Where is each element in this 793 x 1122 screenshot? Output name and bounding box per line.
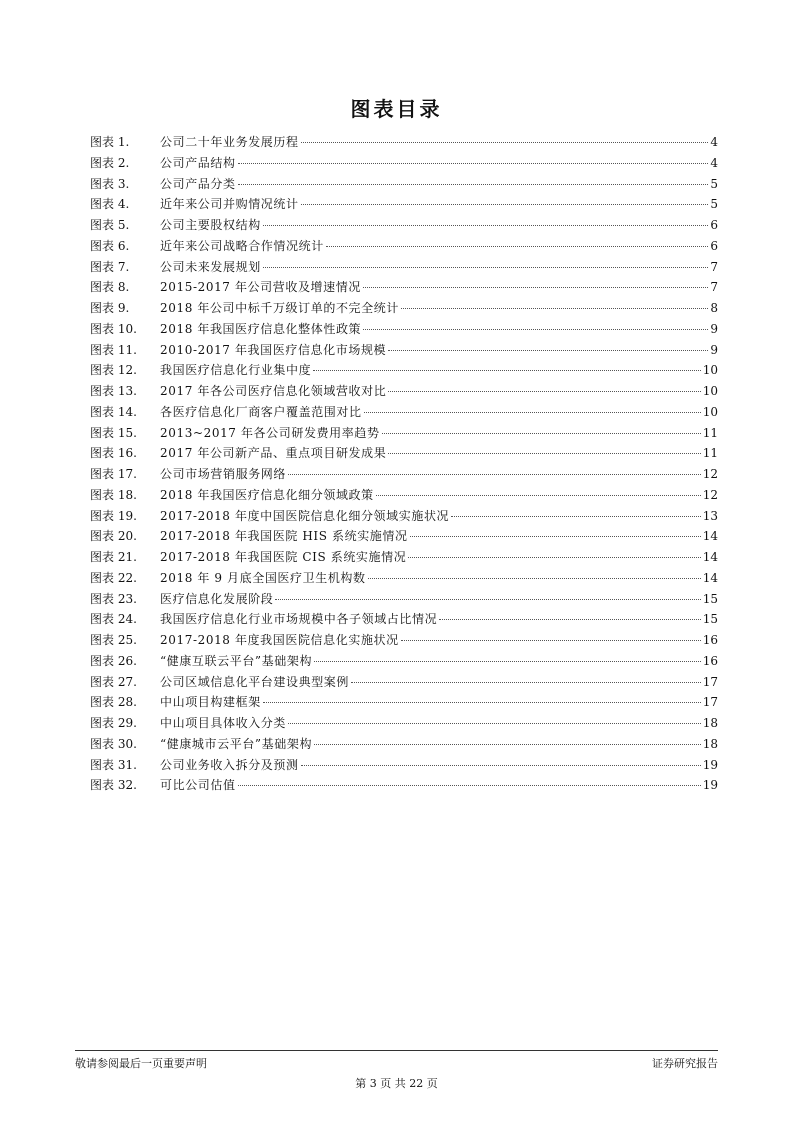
toc-entry[interactable] bbox=[90, 277, 718, 298]
toc-entry-title: 2018 年公司中标千万级订单的不完全统计 bbox=[160, 301, 399, 315]
toc-dot-leader bbox=[376, 495, 701, 496]
toc-entry-title: 公司区域信息化平台建设典型案例 bbox=[160, 674, 350, 689]
toc-dot-leader bbox=[238, 163, 709, 164]
toc-entry[interactable] bbox=[90, 174, 718, 195]
toc-entry-title: 2017 年各公司医疗信息化领域营收对比 bbox=[160, 384, 387, 398]
toc-entry-page: 9 bbox=[710, 321, 718, 336]
toc-dot-leader bbox=[301, 765, 701, 766]
toc-dot-leader bbox=[263, 267, 709, 268]
toc-dot-leader bbox=[451, 516, 701, 517]
toc-entry-title: 公司二十年业务发展历程 bbox=[160, 135, 299, 149]
toc-dot-leader bbox=[301, 142, 709, 143]
toc-entry-label: 图表 12. bbox=[90, 363, 137, 378]
toc-entry-page: 18 bbox=[702, 716, 718, 730]
toc-entry-label: 图表 21. bbox=[90, 550, 137, 564]
toc-entry-title: 2013~2017 年各公司研发费用率趋势 bbox=[160, 425, 380, 440]
toc-entry-title: 公司业务收入拆分及预测 bbox=[160, 757, 299, 772]
toc-entry-title: 公司主要股权结构 bbox=[160, 218, 261, 232]
toc-entry-label: 图表 20. bbox=[90, 529, 137, 544]
toc-entry-label: 图表 7. bbox=[90, 259, 130, 274]
footer-disclaimer-link[interactable]: 敬请参阅最后一页重要声明 bbox=[75, 1057, 207, 1070]
toc-entry[interactable] bbox=[90, 132, 718, 153]
toc-entry-page: 14 bbox=[702, 570, 718, 585]
toc-entry-page: 18 bbox=[702, 736, 718, 751]
toc-dot-leader bbox=[314, 744, 701, 745]
toc-entry[interactable] bbox=[90, 257, 718, 278]
toc-entry-label: 图表 28. bbox=[90, 695, 137, 710]
toc-entry-label: 图表 1. bbox=[90, 135, 130, 149]
toc-entry[interactable] bbox=[90, 485, 718, 506]
toc-entry-title: 中山项目构建框架 bbox=[160, 695, 261, 710]
toc-entry[interactable] bbox=[90, 298, 718, 319]
toc-entry[interactable] bbox=[90, 153, 718, 174]
toc-entry-label: 图表 6. bbox=[90, 238, 130, 253]
toc-dot-leader bbox=[313, 370, 701, 371]
toc-entry-page: 14 bbox=[702, 529, 718, 544]
toc-entry-page: 13 bbox=[702, 508, 718, 523]
toc-entry-page: 10 bbox=[702, 384, 718, 398]
toc-entry[interactable] bbox=[90, 319, 718, 340]
toc-dot-leader bbox=[388, 350, 708, 351]
toc-entry[interactable] bbox=[90, 381, 718, 402]
toc-entry-title: 2017-2018 年度我国医院信息化实施状况 bbox=[160, 633, 399, 647]
toc-entry[interactable] bbox=[90, 713, 718, 734]
toc-entry[interactable] bbox=[90, 194, 718, 215]
toc-entry-label: 图表 26. bbox=[90, 653, 137, 668]
toc-dot-leader bbox=[288, 723, 701, 724]
toc-dot-leader bbox=[364, 412, 701, 413]
toc-entry[interactable] bbox=[90, 775, 718, 796]
toc-dot-leader bbox=[410, 536, 701, 537]
toc-entry-label: 图表 24. bbox=[90, 612, 137, 627]
toc-entry-page: 17 bbox=[702, 695, 718, 710]
toc-entry[interactable] bbox=[90, 672, 718, 693]
toc-entry-label: 图表 22. bbox=[90, 570, 137, 585]
footer-page-number: 第 3 页 共 22 页 bbox=[355, 1077, 438, 1090]
footer-report-type: 证券研究报告 bbox=[652, 1057, 718, 1070]
toc-dot-leader bbox=[351, 682, 701, 683]
toc-entry[interactable] bbox=[90, 526, 718, 547]
toc-entry-label: 图表 27. bbox=[90, 674, 137, 689]
toc-dot-leader bbox=[301, 204, 709, 205]
toc-dot-leader bbox=[326, 246, 709, 247]
toc-entry-page: 10 bbox=[702, 404, 718, 419]
toc-entry-page: 4 bbox=[710, 155, 718, 170]
toc-dot-leader bbox=[288, 474, 701, 475]
toc-entry-page: 17 bbox=[702, 674, 718, 689]
toc-entry-page: 9 bbox=[710, 342, 718, 357]
toc-entry-label: 图表 30. bbox=[90, 736, 137, 751]
toc-entry-title: 近年来公司并购情况统计 bbox=[160, 197, 299, 212]
toc-entry[interactable] bbox=[90, 547, 718, 568]
toc-entry-title: 公司市场营销服务网络 bbox=[160, 467, 287, 481]
toc-entry[interactable] bbox=[90, 589, 718, 610]
page-title: 图表目录 bbox=[350, 97, 443, 121]
toc-entry-title: 2015-2017 年公司营收及增速情况 bbox=[160, 280, 361, 295]
toc-entry-title: 2018 年我国医疗信息化整体性政策 bbox=[160, 321, 362, 336]
toc-entry-label: 图表 5. bbox=[90, 218, 130, 232]
toc-entry-label: 图表 18. bbox=[90, 487, 137, 502]
toc-dot-leader bbox=[401, 308, 708, 309]
toc-entry[interactable] bbox=[90, 506, 718, 527]
toc-dot-leader bbox=[363, 287, 708, 288]
toc-entry-label: 图表 15. bbox=[90, 425, 137, 440]
toc-entry-label: 图表 16. bbox=[90, 446, 137, 461]
toc-entry-label: 图表 29. bbox=[90, 716, 137, 730]
toc-entry-page: 14 bbox=[702, 550, 718, 564]
toc-entry[interactable] bbox=[90, 215, 718, 236]
toc-dot-leader bbox=[263, 702, 701, 703]
toc-entry[interactable] bbox=[90, 568, 718, 589]
toc-entry-page: 5 bbox=[710, 176, 718, 191]
toc-entry[interactable] bbox=[90, 340, 718, 361]
toc-entry[interactable] bbox=[90, 360, 718, 381]
toc-entry-title: 我国医疗信息化行业市场规模中各子领域占比情况 bbox=[160, 612, 438, 627]
toc-entry-title: 公司未来发展规划 bbox=[160, 259, 261, 274]
toc-entry[interactable] bbox=[90, 402, 718, 423]
toc-entry-page: 10 bbox=[702, 363, 718, 378]
toc-entry-page: 12 bbox=[702, 487, 718, 502]
toc-dot-leader bbox=[314, 661, 701, 662]
toc-entry[interactable] bbox=[90, 651, 718, 672]
toc-entry-page: 15 bbox=[702, 612, 718, 627]
toc-dot-leader bbox=[382, 433, 701, 434]
toc-entry-label: 图表 17. bbox=[90, 467, 137, 481]
toc-dot-leader bbox=[439, 619, 701, 620]
toc-entry-title: 公司产品分类 bbox=[160, 176, 236, 191]
toc-entry-page: 7 bbox=[710, 280, 718, 295]
toc-dot-leader bbox=[388, 453, 700, 454]
toc-entry[interactable] bbox=[90, 423, 718, 444]
toc-entry-page: 19 bbox=[702, 757, 718, 772]
toc-entry-title: 我国医疗信息化行业集中度 bbox=[160, 363, 312, 378]
toc-dot-leader bbox=[401, 640, 701, 641]
toc-entry-label: 图表 11. bbox=[90, 342, 137, 357]
toc-entry-label: 图表 25. bbox=[90, 633, 137, 647]
toc-entry[interactable] bbox=[90, 734, 718, 755]
toc-entry-page: 5 bbox=[710, 197, 718, 212]
toc-entry-title: 2018 年我国医疗信息化细分领域政策 bbox=[160, 487, 374, 502]
toc-entry-title: 2017-2018 年我国医院 HIS 系统实施情况 bbox=[160, 529, 408, 544]
footer-divider bbox=[75, 1050, 718, 1051]
toc-entry[interactable] bbox=[90, 630, 718, 651]
toc-entry[interactable] bbox=[90, 692, 718, 713]
toc-entry-page: 11 bbox=[702, 425, 718, 440]
toc-dot-leader bbox=[408, 557, 700, 558]
toc-entry-title: 可比公司估值 bbox=[160, 778, 236, 793]
toc-entry-label: 图表 2. bbox=[90, 155, 130, 170]
toc-entry-title: 近年来公司战略合作情况统计 bbox=[160, 238, 324, 253]
table-of-figures bbox=[90, 132, 718, 796]
toc-entry-title: 2010-2017 年我国医疗信息化市场规模 bbox=[160, 342, 387, 357]
toc-entry-page: 11 bbox=[702, 446, 718, 461]
toc-entry-page: 15 bbox=[702, 591, 718, 606]
toc-dot-leader bbox=[238, 184, 709, 185]
toc-entry-label: 图表 10. bbox=[90, 321, 137, 336]
toc-dot-leader bbox=[263, 225, 709, 226]
toc-entry[interactable] bbox=[90, 236, 718, 257]
toc-dot-leader bbox=[363, 329, 708, 330]
toc-entry-page: 8 bbox=[710, 301, 718, 315]
toc-entry[interactable] bbox=[90, 609, 718, 630]
toc-entry-page: 16 bbox=[702, 653, 718, 668]
toc-entry-page: 4 bbox=[710, 135, 718, 149]
toc-entry-title: 2018 年 9 月底全国医疗卫生机构数 bbox=[160, 570, 366, 585]
toc-entry-label: 图表 8. bbox=[90, 280, 130, 295]
toc-entry-label: 图表 3. bbox=[90, 176, 130, 191]
toc-entry-label: 图表 9. bbox=[90, 301, 130, 315]
toc-entry-title: 中山项目具体收入分类 bbox=[160, 716, 287, 730]
toc-entry-label: 图表 31. bbox=[90, 757, 137, 772]
toc-entry-title: 2017-2018 年我国医院 CIS 系统实施情况 bbox=[160, 550, 407, 564]
toc-entry-title: “健康互联云平台”基础架构 bbox=[160, 653, 313, 668]
toc-dot-leader bbox=[388, 391, 700, 392]
toc-entry-label: 图表 23. bbox=[90, 591, 137, 606]
toc-entry[interactable] bbox=[90, 755, 718, 776]
toc-entry-page: 6 bbox=[710, 218, 718, 232]
toc-entry-title: 医疗信息化发展阶段 bbox=[160, 591, 274, 606]
toc-entry-page: 6 bbox=[710, 238, 718, 253]
toc-entry-label: 图表 4. bbox=[90, 197, 130, 212]
toc-entry-title: 公司产品结构 bbox=[160, 155, 236, 170]
toc-entry-title: 2017-2018 年度中国医院信息化细分领域实施状况 bbox=[160, 508, 450, 523]
toc-dot-leader bbox=[238, 785, 701, 786]
toc-dot-leader bbox=[368, 578, 701, 579]
toc-entry-title: 各医疗信息化厂商客户覆盖范围对比 bbox=[160, 404, 362, 419]
toc-entry[interactable] bbox=[90, 443, 718, 464]
toc-entry-page: 7 bbox=[710, 259, 718, 274]
toc-entry-title: 2017 年公司新产品、重点项目研发成果 bbox=[160, 446, 387, 461]
toc-entry-label: 图表 13. bbox=[90, 384, 137, 398]
toc-entry[interactable] bbox=[90, 464, 718, 485]
toc-entry-page: 16 bbox=[702, 633, 718, 647]
toc-entry-label: 图表 14. bbox=[90, 404, 137, 419]
toc-entry-label: 图表 19. bbox=[90, 508, 137, 523]
toc-entry-label: 图表 32. bbox=[90, 778, 137, 793]
toc-entry-title: “健康城市云平台”基础架构 bbox=[160, 736, 313, 751]
toc-entry-page: 19 bbox=[702, 778, 718, 793]
toc-entry-page: 12 bbox=[702, 467, 718, 481]
toc-dot-leader bbox=[275, 599, 700, 600]
